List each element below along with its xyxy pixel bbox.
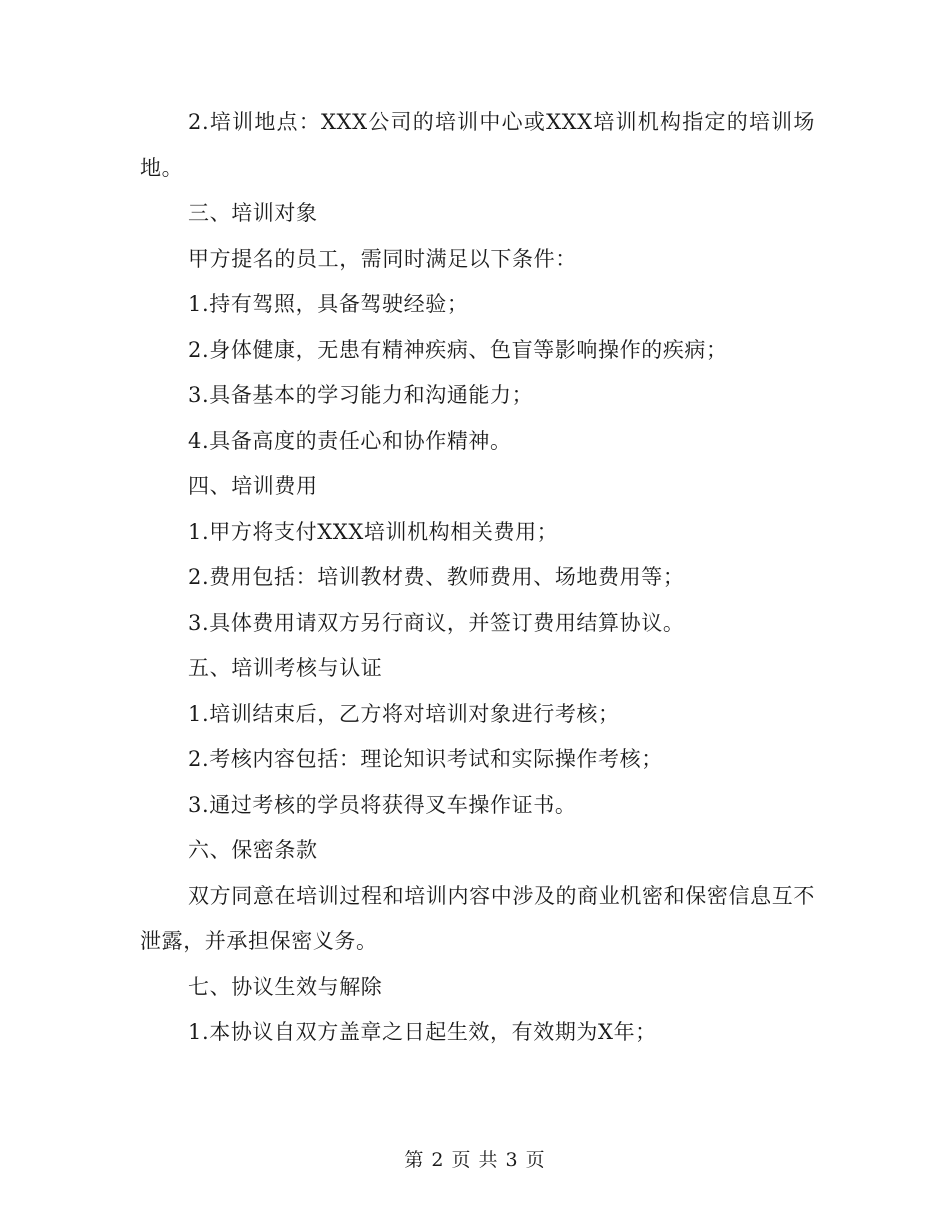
list-item: 2.考核内容包括：理论知识考试和实际操作考核；	[188, 747, 663, 771]
list-item: 3.具备基本的学习能力和沟通能力；	[188, 383, 534, 407]
paragraph-confidentiality: 双方同意在培训过程和培训内容中涉及的商业机密和保密信息互不泄露，并承担保密义务。	[140, 883, 815, 953]
list-item: 2.费用包括：培训教材费、教师费用、场地费用等；	[188, 565, 685, 589]
list-item: 3.通过考核的学员将获得叉车操作证书。	[188, 792, 577, 817]
list-item: 1.持有驾照，具备驾驶经验；	[188, 292, 469, 316]
list-item: 2.身体健康，无患有精神疾病、色盲等影响操作的疾病；	[188, 337, 728, 362]
list-item: 1.培训结束后，乙方将对培训对象进行考核；	[188, 701, 620, 726]
page-number-footer: 第 2 页 共 3 页	[404, 1149, 546, 1171]
list-item: 1.甲方将支付XXX培训机构相关费用；	[188, 519, 559, 544]
list-item: 1.本协议自双方盖章之日起生效，有效期为X年；	[188, 1020, 657, 1044]
paragraph-training-location: 2.培训地点：XXX公司的培训中心或XXX培训机构指定的培训场地。	[140, 110, 815, 180]
heading-assessment-certification: 五、培训考核与认证	[188, 656, 383, 680]
paragraph-target-conditions: 甲方提名的员工，需同时满足以下条件：	[188, 246, 577, 271]
heading-training-fees: 四、培训费用	[188, 474, 318, 498]
heading-effect-termination: 七、协议生效与解除	[188, 974, 383, 999]
heading-training-target: 三、培训对象	[188, 201, 318, 225]
heading-confidentiality: 六、保密条款	[188, 838, 318, 862]
list-item: 3.具体费用请双方另行商议，并签订费用结算协议。	[188, 610, 685, 635]
document-body	[140, 100, 815, 1056]
list-item: 4.具备高度的责任心和协作精神。	[188, 428, 512, 453]
